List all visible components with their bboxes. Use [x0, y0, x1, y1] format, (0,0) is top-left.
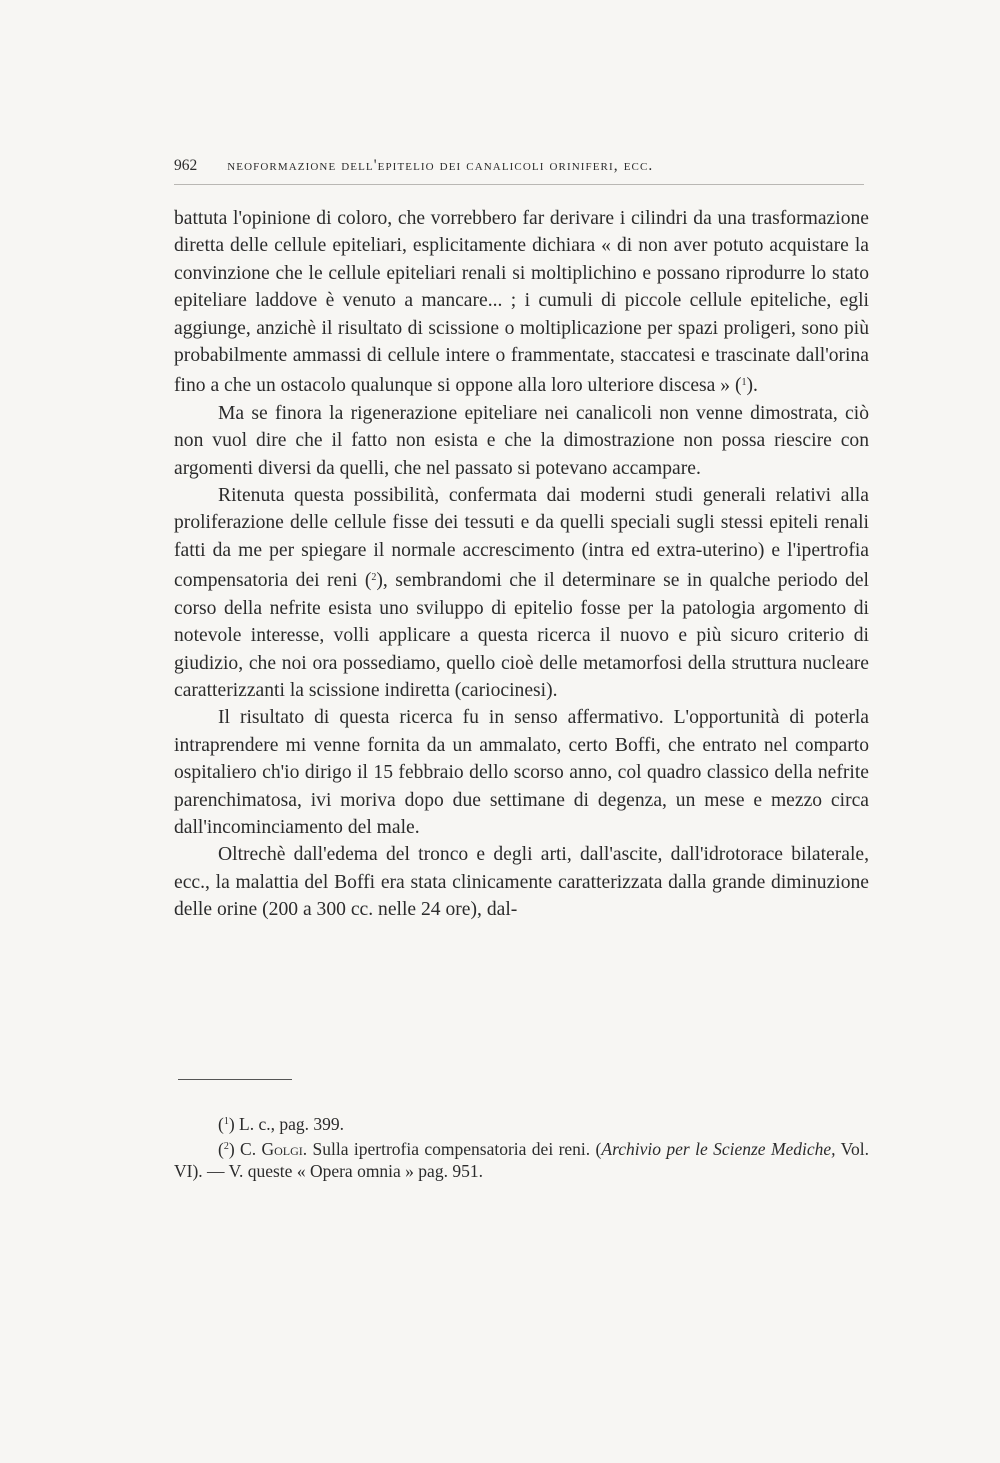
page-number: 962	[174, 157, 198, 174]
running-title: neoformazione dell'epitelio dei canalicoli oriniferi, ecc.	[227, 157, 654, 174]
running-header	[174, 157, 864, 185]
paragraph: Ritenuta questa possibilità, confermata dai moderni studi generali relativi alla proliferazione delle cellule fisse dei tessuti e da quelli speciali sugli stessi epiteli renali fatti da me per spiegare il normale accrescimento (intra ed extra-uterino) e l'ipertrofia compensatoria dei reni ($^2$), sembrandomi che il determinare se in qualche periodo del corso della nefrite esista uno sviluppo di epitelio fosse per la patologia argomento di notevole interesse, volli applicare a questa ricerca il nuovo e più sicuro criterio di giudizio, che noi ora possediamo, quello cioè delle metamorfosi della struttura nucleare caratterizzanti la scissione indiretta (cariocinesi).	[174, 485, 870, 701]
footnote-ref: 1	[741, 377, 747, 389]
footnotes	[174, 1111, 869, 1183]
footnote-ref: 2	[371, 572, 377, 584]
paragraph: Il risultato di questa ricerca fu in senso affermativo. L'opportunità di poterla intraprendere mi venne fornita da un ammalato, certo Boffi, che entrato nel comparto ospitaliero ch'io dirigo il 15 febbraio dello scorso anno, col quadro classico della nefrite parenchimatosa, ivi moriva dopo due settimane di degenza, un mese e mezzo circa dall'incominciamento del male.	[174, 707, 869, 838]
main-text	[174, 205, 869, 924]
footnote-author: C. Golgi	[240, 1138, 303, 1159]
paragraph: Oltrechè dall'edema del tronco e degli arti, dall'ascite, dall'idrotorace bilaterale, ecc., la malattia del Boffi era stata clinicamente caratterizzata dalla grande diminuzione delle orine (200 a 300 cc. nelle 24 ore), dal-	[174, 844, 869, 921]
footnote: ($^1$) L. c., pag. 399.	[218, 1114, 345, 1134]
footnote-journal: Archivio per le Scienze Mediche,	[601, 1138, 836, 1159]
paragraph: battuta l'opinione di coloro, che vorrebbero far derivare i cilindri da una trasformazione diretta delle cellule epiteliari, esplicitamente dichiara « di non aver potuto acquistare la convinzione che le cellule epiteliari renali si moltiplichino e possano riprodurre lo stato epiteliare laddove è venuto a mancare... ; i cumuli di piccole cellule epiteliche, egli aggiunge, anzichè il risultato di scissione o moltiplicazione per spazi proligeri, sono più probabilmente ammassi di cellule intere o frammentate, staccatesi e trascinate dall'orina fino a che un ostacolo qualunque si oppone alla loro ulteriore discesa » ($^1$).	[174, 208, 869, 397]
footnote-divider	[178, 1079, 292, 1080]
paragraph: Ma se finora la rigenerazione epiteliare nei canalicoli non venne dimostrata, ciò non vuol dire che il fatto non esista e che la dimostrazione non possa riescire con argomenti diversi da quelli, che nel passato si potevano accampare.	[174, 402, 869, 479]
footnote: ($^2$) C. Golgi. Sulla ipertrofia compensatoria dei reni. (Archivio per le Scienze Mediche, Vol. VI). — V. queste « Opera omnia » pag. 951.	[174, 1138, 869, 1181]
